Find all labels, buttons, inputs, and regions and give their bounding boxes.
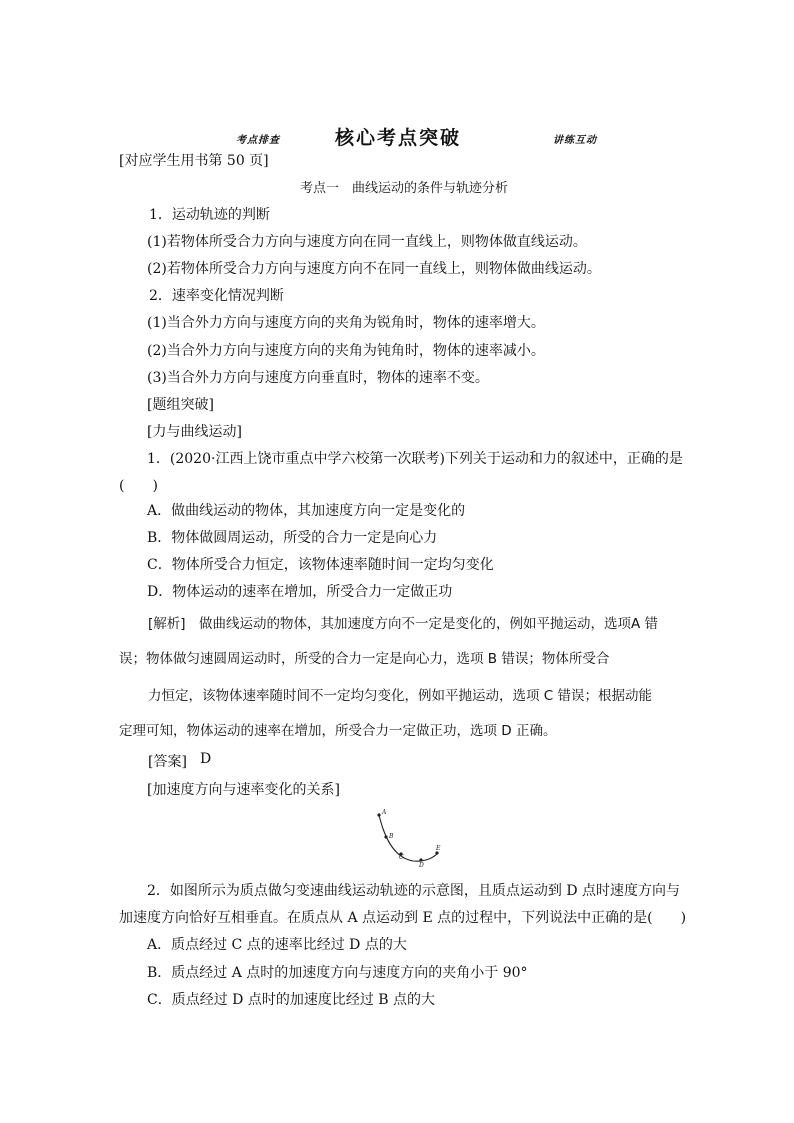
point2-item-b: (2)当合外力方向与速度方向的夹角为钝角时，物体的速率减小。: [147, 343, 545, 359]
point1-item-a: (1)若物体所受合力方向与速度方向在同一直线上，则物体做直线运动。: [147, 234, 587, 250]
q2-option-c: C．质点经过 D 点时的加速度比经过 B 点的大: [147, 992, 436, 1008]
q1-answer: D: [200, 751, 212, 767]
q1-option-a: A．做曲线运动的物体，其加速度方向一定是变化的: [147, 503, 466, 519]
q1-analysis-line3: 力恒定，该物体速率随时间不一定均匀变化，例如平抛运动，选项 C 错误；根据动能: [148, 688, 653, 704]
q1-analysis-line1: 做曲线运动的物体，其加速度方向不一定是变化的，例如平抛运动，选项A 错: [199, 616, 659, 632]
header-left-tag: 考点排查: [236, 135, 280, 146]
header-right-tag: 讲练互动: [553, 135, 597, 146]
topic-title: 考点一 曲线运动的条件与轨迹分析: [300, 181, 509, 196]
trajectory-curve: [379, 815, 438, 861]
book-reference: [对应学生用书第 50 页]: [119, 153, 269, 169]
q1-analysis-line2: 误；物体做匀速圆周运动时，所受的合力一定是向心力，选项 B 错误；物体所受合: [119, 651, 610, 667]
point2-item-a: (1)当合外力方向与速度方向的夹角为锐角时，物体的速率增大。: [147, 315, 545, 331]
point2-item-c: (3)当合外力方向与速度方向垂直时，物体的速率不变。: [147, 370, 489, 386]
group-label: [题组突破]: [147, 397, 214, 413]
point-d-label: D: [419, 862, 424, 869]
q2-stem-line1: 2．如图所示为质点做匀变速曲线运动轨迹的示意图，且质点运动到 D 点时速度方向与: [147, 883, 681, 899]
point-b-label: B: [389, 833, 394, 840]
point-c-label: C: [399, 854, 404, 861]
page-title: 核心考点突破: [335, 127, 462, 149]
q1-option-d: D．物体运动的速率在增加，所受合力一定做正功: [147, 584, 453, 600]
q1-option-c: C．物体所受合力恒定，该物体速率随时间一定均匀变化: [147, 557, 494, 573]
point-e-label: E: [436, 845, 441, 852]
section-acceleration-speed: [加速度方向与速率变化的关系]: [147, 782, 340, 798]
point2-title: 2．速率变化情况判断: [149, 288, 284, 304]
point-a-dot: [377, 813, 380, 816]
point-a-label: A: [382, 809, 387, 816]
q1-analysis-label: [解析]: [148, 616, 186, 632]
point-b-dot: [384, 835, 387, 838]
q2-option-a: A．质点经过 C 点的速率比经过 D 点的大: [147, 937, 407, 953]
q2-option-b: B．质点经过 A 点时的加速度方向与速度方向的夹角小于 90°: [147, 965, 528, 981]
q1-stem-bracket: ( ): [119, 478, 158, 494]
q1-option-b: B．物体做圆周运动，所受的合力一定是向心力: [147, 530, 438, 546]
point1-item-b: (2)若物体所受合力方向与速度方向不在同一直线上，则物体做曲线运动。: [147, 261, 601, 277]
q1-analysis-line4: 定理可知，物体运动的速率在增加，所受合力一定做正功，选项 D 正确。: [119, 723, 557, 739]
q1-stem: 1．(2020·江西上饶市重点中学六校第一次联考)下列关于运动和力的叙述中，正确的是: [147, 451, 683, 467]
q2-stem-line2: 加速度方向恰好互相垂直。在质点从 A 点运动到 E 点的过程中，下列说法中正确的是( ): [119, 910, 687, 926]
trajectory-figure: [365, 806, 455, 870]
point1-title: 1．运动轨迹的判断: [149, 207, 270, 223]
section-force-curve: [力与曲线运动]: [147, 424, 242, 440]
q1-answer-label: [答案]: [148, 754, 187, 770]
